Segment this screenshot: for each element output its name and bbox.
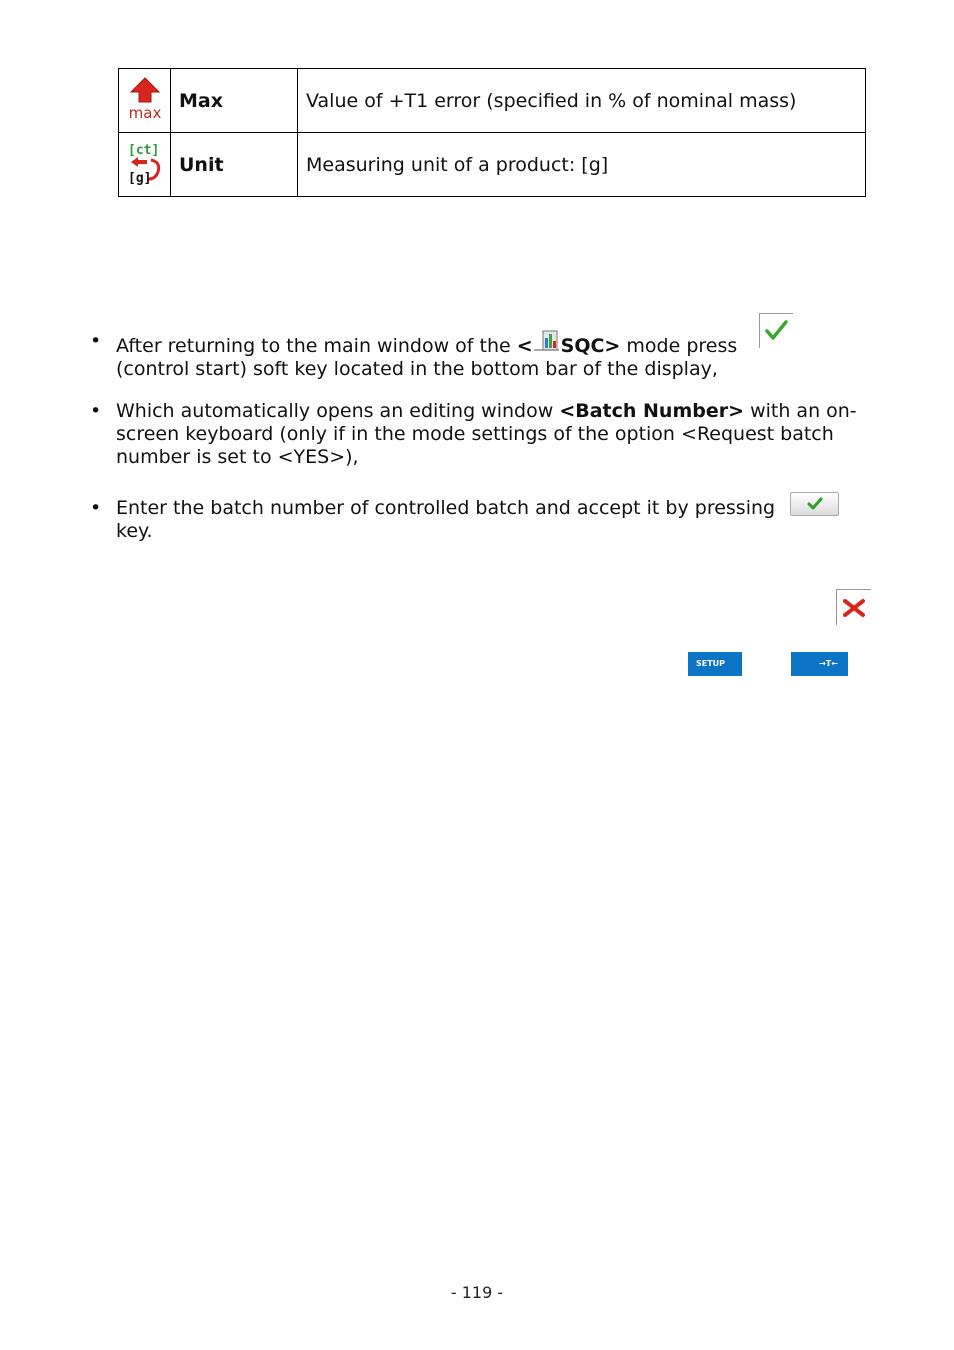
max-icon-label: max bbox=[128, 104, 161, 122]
parameters-table bbox=[118, 68, 866, 197]
max-up-arrow-icon bbox=[125, 74, 165, 122]
tare-key[interactable]: →T← bbox=[791, 652, 848, 676]
sqc-mode-icon bbox=[533, 330, 561, 358]
table-row bbox=[119, 133, 866, 197]
bullet-dot: • bbox=[90, 497, 102, 519]
unit-icon-top-label: [ct] bbox=[127, 143, 159, 158]
param-description: Measuring unit of a product: [g] bbox=[298, 133, 866, 197]
checkmark-icon bbox=[760, 314, 793, 348]
bullet-item bbox=[90, 400, 880, 469]
param-name: Max bbox=[171, 69, 298, 133]
icon-cell bbox=[119, 69, 171, 133]
page-number: - 119 - bbox=[450, 1283, 504, 1302]
checkmark-icon bbox=[791, 493, 838, 515]
bullet-item bbox=[90, 497, 880, 543]
accept-button[interactable] bbox=[790, 492, 839, 516]
icon-cell bbox=[119, 133, 171, 197]
setup-key[interactable]: SETUP bbox=[688, 652, 742, 676]
batch-number-label: <Batch Number> bbox=[559, 400, 745, 422]
bullet-text: Which automatically opens an editing window <Batch Number> with an on- screen keyboard (only if in the mode settings of the option <Request batch number is set to <YES>), bbox=[116, 400, 857, 468]
param-description: Value of +T1 error (specified in % of nominal mass) bbox=[298, 69, 866, 133]
unit-switch-icon bbox=[125, 138, 165, 186]
bullet-text: Enter the batch number of controlled batch and accept it by pressing key. bbox=[116, 497, 776, 542]
cancel-button[interactable] bbox=[836, 589, 871, 625]
bullet-dot: • bbox=[90, 330, 102, 352]
table-row bbox=[119, 69, 866, 133]
param-name: Unit bbox=[171, 133, 298, 197]
control-start-button[interactable] bbox=[759, 313, 793, 348]
close-icon bbox=[837, 590, 871, 625]
bullet-text: After returning to the main window of the < SQC> mode press (control start) soft key located in the bottom bar of the display, bbox=[116, 330, 880, 381]
sqc-mode-label: SQC> bbox=[560, 335, 621, 357]
unit-icon-bottom-label: [g] bbox=[127, 171, 151, 186]
bullet-dot: • bbox=[90, 400, 102, 422]
